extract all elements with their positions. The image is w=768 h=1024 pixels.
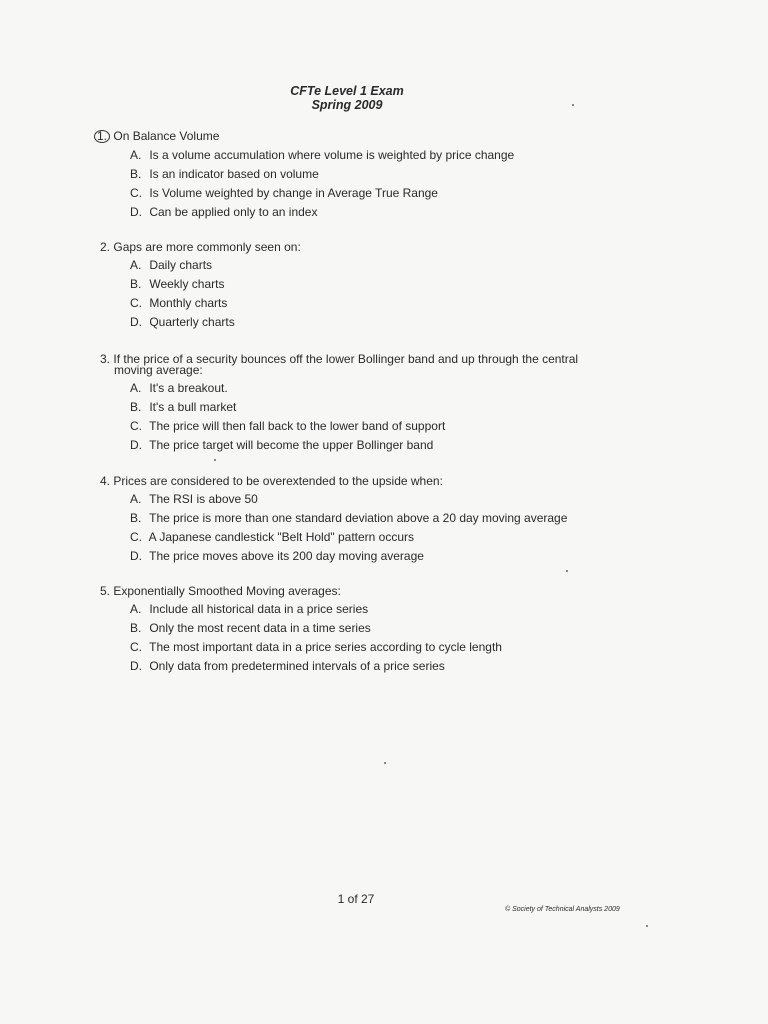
option-b <box>130 278 660 290</box>
option-text: The RSI is above 50 <box>149 492 258 506</box>
option-b <box>130 512 660 524</box>
option-text: Only data from predetermined intervals of a price series <box>149 659 445 673</box>
option-text: The price is more than one standard deviation above a 20 day moving average <box>149 511 568 525</box>
question-4-number: 4. <box>100 474 111 488</box>
question-3-number: 3. <box>100 352 111 366</box>
question-2 <box>100 242 660 335</box>
question-1-stem <box>97 129 660 143</box>
option-letter: C. <box>130 296 142 310</box>
question-3-stem-continued <box>114 365 660 376</box>
option-d <box>130 660 660 672</box>
option-d <box>130 439 660 451</box>
option-letter: D. <box>130 438 142 452</box>
option-b <box>130 168 660 180</box>
option-letter: B. <box>130 621 142 635</box>
option-text: Monthly charts <box>149 296 228 310</box>
option-text: Is a volume accumulation where volume is weighted by price change <box>149 148 515 162</box>
question-1-options <box>130 149 660 218</box>
option-letter: D. <box>130 315 142 329</box>
option-a <box>130 603 660 615</box>
option-b <box>130 401 660 413</box>
option-letter: D. <box>130 205 142 219</box>
exam-header <box>0 84 694 112</box>
option-letter: D. <box>130 549 142 563</box>
exam-subtitle: Spring 2009 <box>311 98 383 112</box>
question-2-stem <box>100 242 660 253</box>
option-text: The most important data in a price series according to cycle length <box>149 640 502 654</box>
option-text: A Japanese candlestick "Belt Hold" pattern occurs <box>148 530 415 544</box>
option-text: Include all historical data in a price series <box>149 602 369 616</box>
question-3-text-line1: If the price of a security bounces off the lower Bollinger band and up through the central <box>113 352 579 366</box>
option-letter: B. <box>130 277 142 291</box>
scan-speck <box>572 104 574 106</box>
exam-title: CFTe Level 1 Exam <box>290 84 404 98</box>
question-4-text: Prices are considered to be overextended to the upside when: <box>113 474 443 488</box>
option-text: Can be applied only to an index <box>149 205 318 219</box>
question-5-text: Exponentially Smoothed Moving averages: <box>113 584 341 598</box>
question-5-options <box>130 603 660 672</box>
question-4-options <box>130 493 660 562</box>
option-letter: C. <box>130 530 142 544</box>
option-text: The price target will become the upper Bollinger band <box>149 438 434 452</box>
option-text: Quarterly charts <box>149 315 235 329</box>
question-5 <box>100 586 660 679</box>
option-letter: C. <box>130 186 142 200</box>
question-2-options <box>130 259 660 328</box>
question-5-number: 5. <box>100 584 111 598</box>
option-c <box>130 641 660 653</box>
option-a <box>130 259 660 271</box>
option-letter: B. <box>130 400 142 414</box>
option-c <box>130 420 660 432</box>
option-letter: D. <box>130 659 142 673</box>
option-b <box>130 622 660 634</box>
option-letter: B. <box>130 511 142 525</box>
option-letter: B. <box>130 167 142 181</box>
option-d <box>130 206 660 218</box>
question-4-stem <box>100 476 660 487</box>
scan-speck <box>214 459 216 461</box>
question-2-number: 2. <box>100 240 111 254</box>
option-text: The price will then fall back to the lower band of support <box>149 419 446 433</box>
option-letter: C. <box>130 419 142 433</box>
scan-speck <box>384 762 386 764</box>
option-text: Daily charts <box>149 258 213 272</box>
question-3-options <box>130 382 660 451</box>
option-text: The price moves above its 200 day moving average <box>149 549 424 563</box>
option-letter: A. <box>130 148 142 162</box>
option-c <box>130 531 660 543</box>
option-c <box>130 187 660 199</box>
option-letter: A. <box>130 492 142 506</box>
option-d <box>130 316 660 328</box>
question-1-number: 1. <box>94 130 110 143</box>
question-1-text: On Balance Volume <box>113 129 220 143</box>
copyright-notice: © Society of Technical Analysts 2009 <box>505 906 620 913</box>
question-2-text: Gaps are more commonly seen on: <box>113 240 301 254</box>
option-text: Weekly charts <box>149 277 225 291</box>
option-text: Is an indicator based on volume <box>149 167 319 181</box>
option-letter: A. <box>130 258 142 272</box>
option-text: It's a bull market <box>149 400 237 414</box>
question-1 <box>97 129 660 225</box>
option-d <box>130 550 660 562</box>
question-4 <box>100 476 660 569</box>
option-letter: A. <box>130 381 142 395</box>
question-3-text-line2: moving average: <box>114 363 203 377</box>
option-a <box>130 493 660 505</box>
option-text: Is Volume weighted by change in Average True Range <box>149 186 438 200</box>
question-5-stem <box>100 586 660 597</box>
option-text: It's a breakout. <box>149 381 228 395</box>
option-a <box>130 382 660 394</box>
question-3 <box>100 354 660 458</box>
option-letter: C. <box>130 640 142 654</box>
scan-speck <box>646 925 648 927</box>
option-a <box>130 149 660 161</box>
page-number: 1 of 27 <box>337 892 375 906</box>
option-letter: A. <box>130 602 142 616</box>
scan-speck <box>566 570 568 572</box>
option-text: Only the most recent data in a time series <box>149 621 371 635</box>
option-c <box>130 297 660 309</box>
